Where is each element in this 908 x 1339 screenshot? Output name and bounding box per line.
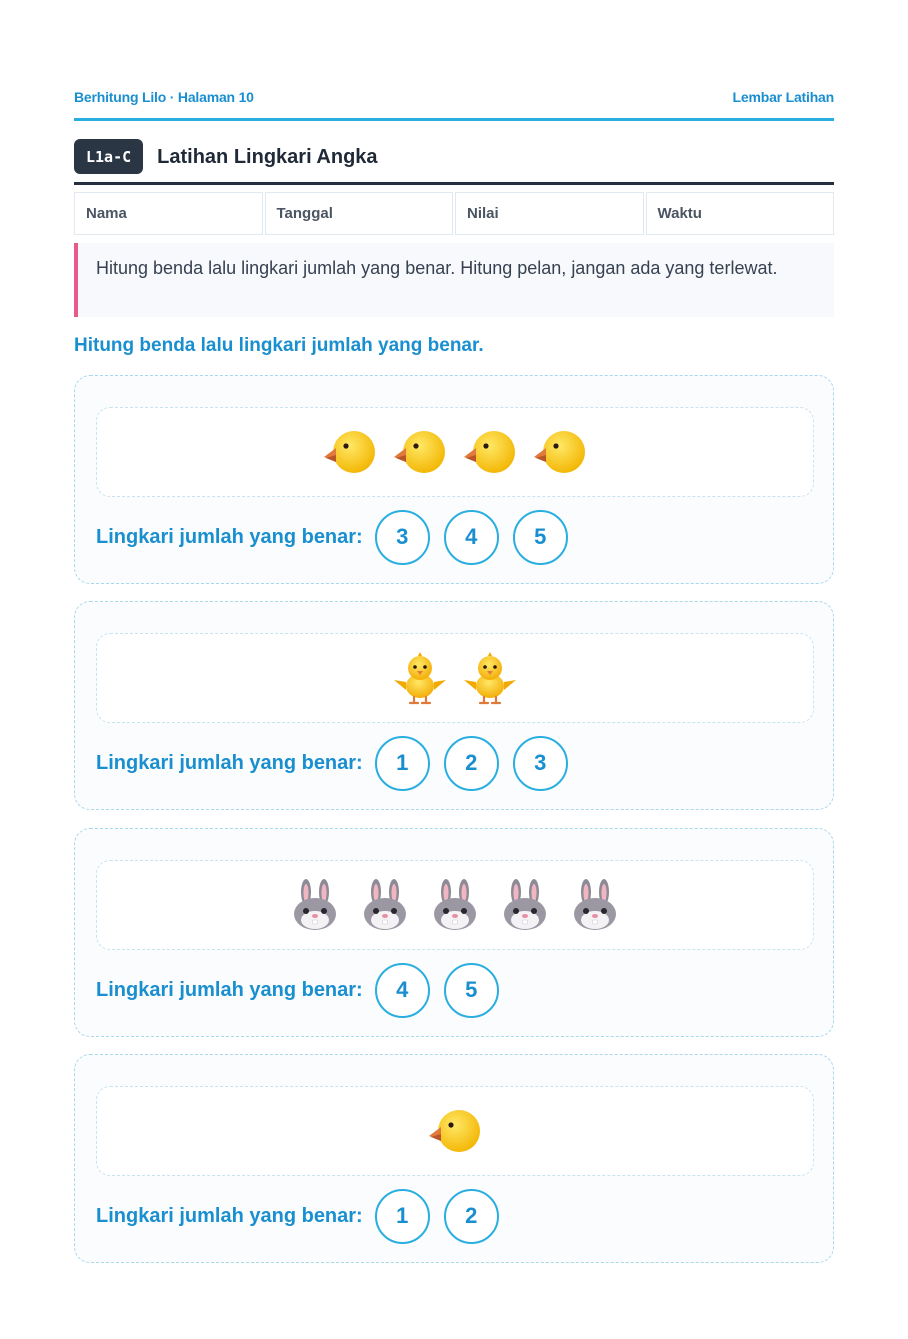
worksheet-code-badge: L1a-C [74, 139, 143, 174]
chick-head-icon [532, 424, 588, 480]
objects-box [96, 633, 814, 723]
answer-option-circle[interactable]: 4 [375, 963, 430, 1018]
name-field[interactable]: Nama [74, 192, 263, 235]
answer-label: Lingkari jumlah yang benar: [96, 978, 363, 1001]
answer-option-circle[interactable]: 2 [444, 736, 499, 791]
answer-row [96, 1188, 513, 1244]
title-bar [74, 139, 834, 185]
student-info-fields [74, 192, 834, 235]
rabbit-face-icon [497, 877, 553, 933]
score-field[interactable]: Nilai [455, 192, 644, 235]
answer-option-circle[interactable]: 1 [375, 736, 430, 791]
answer-option-circle[interactable]: 3 [513, 736, 568, 791]
answer-option-circle[interactable]: 5 [444, 963, 499, 1018]
page-header [74, 89, 834, 121]
instruction-callout: Hitung benda lalu lingkari jumlah yang benar. Hitung pelan, jangan ada yang terlewat. [74, 243, 834, 317]
objects-box [96, 860, 814, 950]
answer-option-circle[interactable]: 5 [513, 510, 568, 565]
answer-label: Lingkari jumlah yang benar: [96, 751, 363, 774]
baby-chick-icon [392, 650, 448, 706]
rabbit-face-icon [287, 877, 343, 933]
objects-box [96, 407, 814, 497]
chick-head-icon [392, 424, 448, 480]
sheet-type-label: Lembar Latihan [732, 89, 834, 105]
exercise-card [74, 375, 834, 584]
answer-label: Lingkari jumlah yang benar: [96, 525, 363, 548]
answer-row [96, 735, 582, 791]
chick-head-icon [462, 424, 518, 480]
exercise-card [74, 601, 834, 810]
exercise-card [74, 828, 834, 1037]
chick-head-icon [322, 424, 378, 480]
answer-option-circle[interactable]: 4 [444, 510, 499, 565]
chick-head-icon [427, 1103, 483, 1159]
answer-option-circle[interactable]: 1 [375, 1189, 430, 1244]
answer-row [96, 509, 582, 565]
book-page-label: Berhitung Lilo · Halaman 10 [74, 89, 254, 105]
date-field[interactable]: Tanggal [265, 192, 454, 235]
section-title: Hitung benda lalu lingkari jumlah yang benar. [74, 335, 484, 356]
objects-box [96, 1086, 814, 1176]
exercise-card [74, 1054, 834, 1263]
rabbit-face-icon [427, 877, 483, 933]
rabbit-face-icon [567, 877, 623, 933]
baby-chick-icon [462, 650, 518, 706]
answer-label: Lingkari jumlah yang benar: [96, 1204, 363, 1227]
rabbit-face-icon [357, 877, 413, 933]
answer-option-circle[interactable]: 3 [375, 510, 430, 565]
time-field[interactable]: Waktu [646, 192, 835, 235]
answer-row [96, 962, 513, 1018]
page-title: Latihan Lingkari Angka [157, 146, 378, 168]
answer-option-circle[interactable]: 2 [444, 1189, 499, 1244]
